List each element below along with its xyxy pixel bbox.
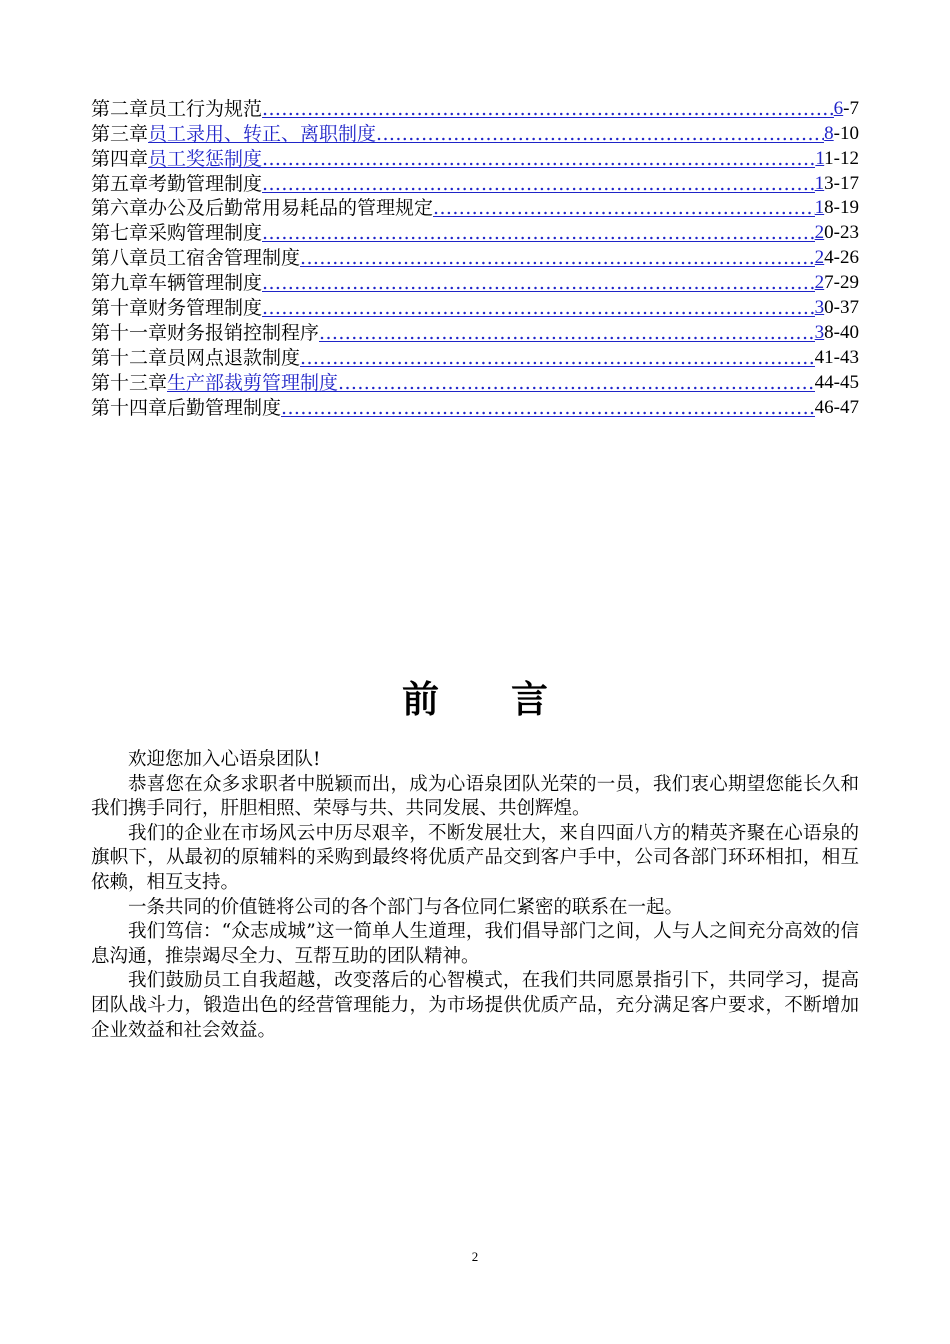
toc-page-rest: 44-45 <box>814 371 859 393</box>
toc-dot-leader[interactable] <box>262 222 815 242</box>
toc-entry-link[interactable]: 员工录用、转正、离职制度 <box>148 122 377 145</box>
toc-page-rest: 4-26 <box>824 247 859 269</box>
preface-paragraph: 恭喜您在众多求职者中脱颖而出，成为心语泉团队光荣的一员，我们衷心期望您能长久和我们携手同行，肝胆相照、荣辱与共、共同发展、共创辉煌。 <box>91 773 859 820</box>
toc-page-link[interactable]: 3 <box>814 321 825 343</box>
toc-dot-leader[interactable] <box>262 272 815 292</box>
toc-page-range <box>815 147 859 171</box>
toc-page-range <box>815 396 859 420</box>
toc-entry[interactable] <box>91 320 859 345</box>
toc-page-range <box>834 97 859 121</box>
toc-entry-title <box>91 172 262 196</box>
toc-page-rest: 8-40 <box>824 321 859 343</box>
toc-entry[interactable] <box>91 196 859 221</box>
toc-entry-link[interactable]: 员工奖惩制度 <box>148 147 263 170</box>
toc-page-range <box>815 371 859 395</box>
toc-page-range <box>815 271 859 295</box>
toc-page-link[interactable]: 3 <box>814 297 825 319</box>
toc-page-range <box>815 221 859 245</box>
toc-dot-leader[interactable] <box>376 123 824 143</box>
preface-paragraph: 我们鼓励员工自我超越，改变落后的心智模式，在我们共同愿景指引下，共同学习，提高团队战斗力，锻造出色的经营管理能力，为市场提供优质产品，充分满足客户要求，不断增加企业效益和社会效益。 <box>91 970 859 1041</box>
toc-entry-prefix: 第十章财务管理制度 <box>91 297 263 320</box>
toc-page-link[interactable]: 2 <box>814 247 825 269</box>
toc-entry-title <box>91 246 300 270</box>
toc-entry[interactable] <box>91 146 859 171</box>
toc-entry[interactable] <box>91 345 859 370</box>
toc-entry[interactable] <box>91 121 859 146</box>
toc-page-range <box>815 172 859 196</box>
toc-page-range <box>815 321 859 345</box>
toc-entry[interactable] <box>91 395 859 420</box>
toc-entry-prefix: 第十四章后勤管理制度 <box>91 396 282 419</box>
toc-dot-leader[interactable] <box>433 197 815 217</box>
toc-page-link[interactable]: 1 <box>815 147 825 169</box>
toc-entry-prefix: 第十二章员网点退款制度 <box>91 346 301 369</box>
toc-entry-title <box>91 396 281 420</box>
toc-entry-title <box>91 371 338 395</box>
toc-page-rest: 8-19 <box>824 197 859 219</box>
toc-entry-prefix: 第九章车辆管理制度 <box>91 272 263 295</box>
toc-page-range <box>815 246 859 270</box>
toc-entry-title <box>91 271 262 295</box>
toc-page-link[interactable]: 6 <box>833 97 844 119</box>
toc-page-rest: -7 <box>843 97 859 119</box>
toc-page-range <box>815 196 859 220</box>
toc-dot-leader[interactable] <box>300 347 815 367</box>
toc-page-rest: 0-23 <box>824 222 859 244</box>
toc-entry-title <box>91 122 376 146</box>
toc-entry-title <box>91 221 262 245</box>
toc-page-range <box>824 122 859 146</box>
toc-dot-leader[interactable] <box>262 297 815 317</box>
preface-paragraph: 欢迎您加入心语泉团队! <box>128 749 321 770</box>
toc-dot-leader[interactable] <box>262 98 834 118</box>
toc-entry-prefix: 第六章办公及后勤常用易耗品的管理规定 <box>91 197 434 220</box>
toc-entry-title <box>91 97 262 121</box>
toc-page-rest: 7-29 <box>824 272 859 294</box>
toc-page-range <box>815 296 859 320</box>
toc-entry-title <box>91 196 433 220</box>
toc-entry-title <box>91 346 300 370</box>
toc-entry-prefix: 第十一章财务报销控制程序 <box>91 321 320 344</box>
toc-entry[interactable] <box>91 96 859 121</box>
toc-entry-prefix: 第五章考勤管理制度 <box>91 172 263 195</box>
toc-dot-leader[interactable] <box>281 397 815 417</box>
toc-page-link[interactable]: 1 <box>814 197 825 219</box>
preface-paragraph: 我们笃信：“众志成城”这一简单人生道理，我们倡导部门之间，人与人之间充分高效的信息沟通，推崇竭尽全力、互帮互助的团队精神。 <box>91 921 859 967</box>
toc-entry-link[interactable]: 生产部裁剪管理制度 <box>167 371 339 394</box>
toc-entry[interactable] <box>91 171 859 196</box>
toc-page-link[interactable]: 1 <box>814 172 825 194</box>
preface-paragraph: 我们的企业在市场风云中历尽艰辛，不断发展壮大，来自四面八方的精英齐聚在心语泉的旗帜下，从最初的原辅料的采购到最终将优质产品交到客户手中，公司各部门环环相扣，相互依赖，相互支持。 <box>91 822 859 893</box>
preface-title: 前言 <box>402 678 620 721</box>
toc-entry[interactable] <box>91 270 859 295</box>
toc-entry-prefix: 第八章员工宿舍管理制度 <box>91 247 301 270</box>
toc-entry[interactable] <box>91 245 859 270</box>
table-of-contents <box>91 96 859 420</box>
toc-entry-prefix: 第四章 <box>91 147 149 170</box>
toc-entry-title <box>91 147 262 171</box>
toc-entry-title <box>91 296 262 320</box>
toc-entry-prefix: 第十三章 <box>91 371 168 394</box>
toc-page-rest: 1-12 <box>824 147 859 169</box>
toc-entry[interactable] <box>91 220 859 245</box>
toc-page-rest: 41-43 <box>814 346 859 368</box>
toc-entry-prefix: 第七章采购管理制度 <box>91 222 263 245</box>
toc-entry-prefix: 第二章员工行为规范 <box>91 97 263 120</box>
toc-page-rest: 0-37 <box>824 297 859 319</box>
toc-page-link[interactable]: 2 <box>814 222 825 244</box>
toc-page-link[interactable]: 8 <box>824 122 834 144</box>
preface-paragraph: 一条共同的价值链将公司的各个部门与各位同仁紧密的联系在一起。 <box>128 896 684 918</box>
toc-dot-leader[interactable] <box>338 372 815 392</box>
preface-body <box>91 748 859 1043</box>
toc-page-rest: 3-17 <box>824 172 859 194</box>
page-number: 2 <box>471 1249 479 1264</box>
toc-page-rest: -10 <box>833 122 859 144</box>
toc-page-rest: 46-47 <box>814 396 859 418</box>
toc-dot-leader[interactable] <box>262 173 815 193</box>
toc-page-link[interactable]: 2 <box>814 272 825 294</box>
toc-entry-title <box>91 321 319 345</box>
toc-dot-leader[interactable] <box>300 247 815 267</box>
toc-entry[interactable] <box>91 295 859 320</box>
toc-entry-prefix: 第三章 <box>91 122 149 145</box>
toc-dot-leader[interactable] <box>319 322 815 342</box>
toc-page-range <box>815 346 859 370</box>
toc-entry[interactable] <box>91 370 859 395</box>
toc-dot-leader[interactable] <box>262 148 815 168</box>
